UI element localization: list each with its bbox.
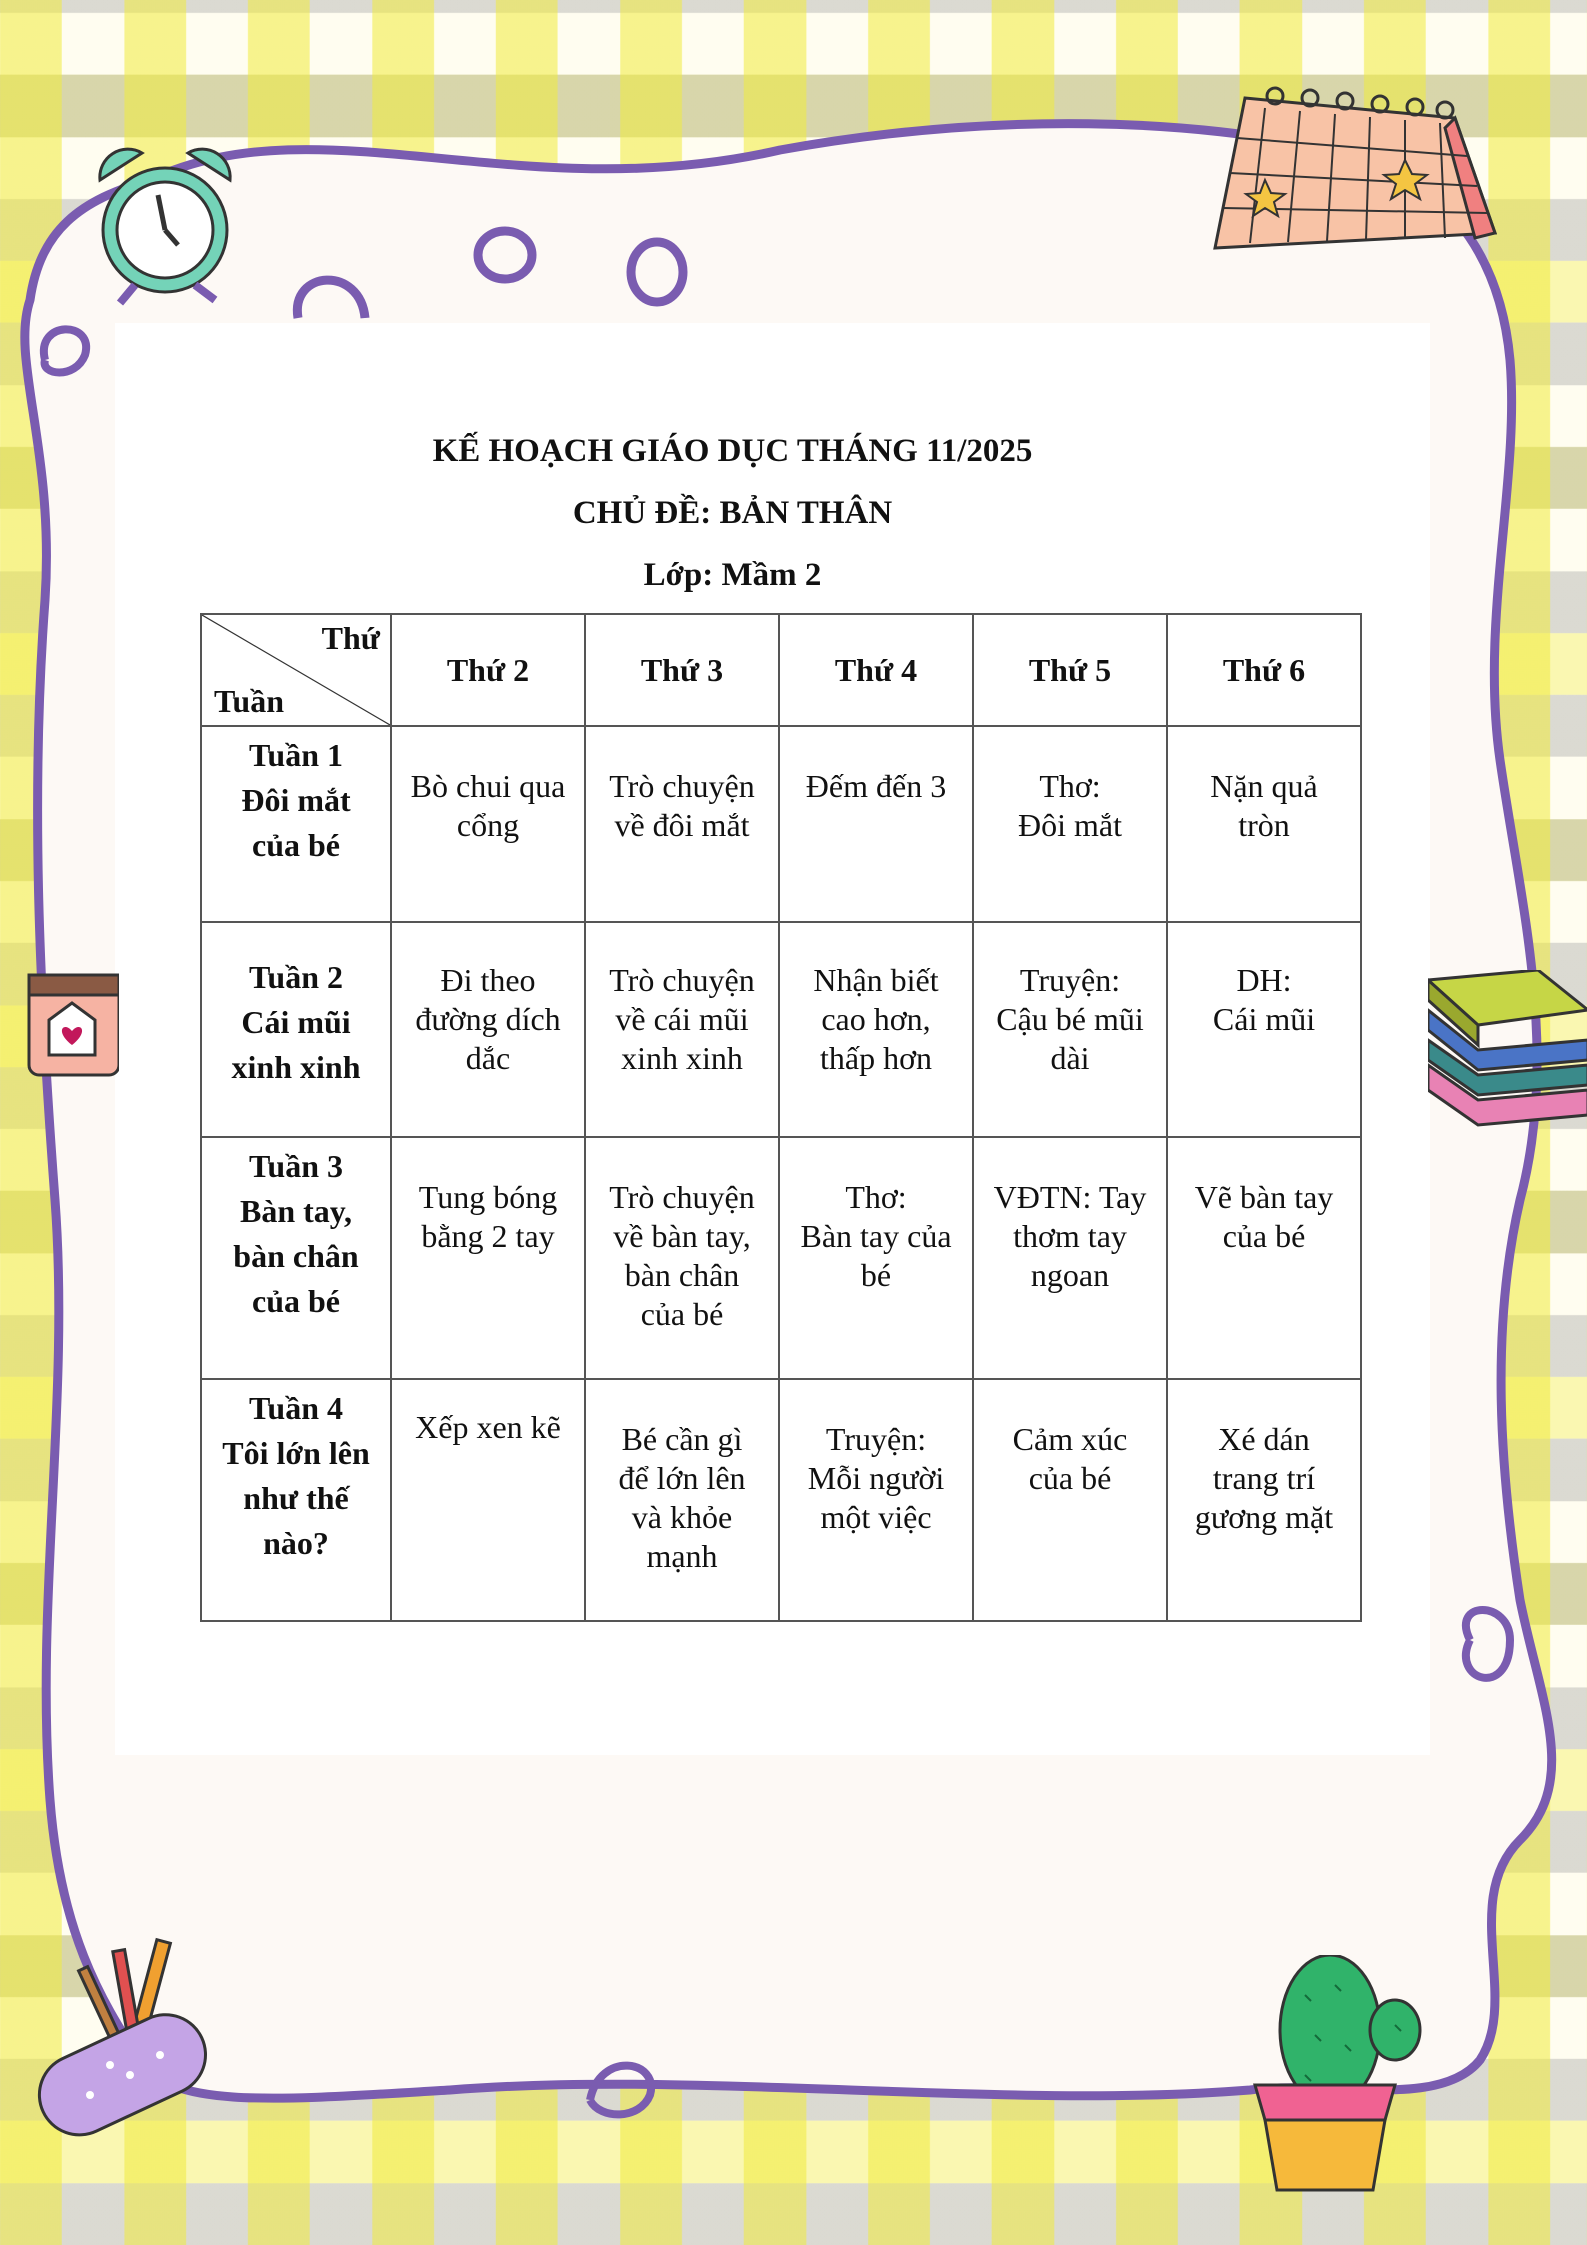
activity-cell: Cảm xúc của bé	[973, 1379, 1167, 1621]
day-header: Thứ 6	[1167, 614, 1361, 726]
day-header: Thứ 2	[391, 614, 585, 726]
table-row	[201, 922, 1361, 1137]
activity-cell: Truyện: Cậu bé mũi dài	[973, 922, 1167, 1137]
day-header: Thứ 3	[585, 614, 779, 726]
activity-cell: Thơ: Đôi mắt	[973, 726, 1167, 922]
plan-table	[200, 613, 1362, 1622]
activity-cell: Bò chui qua cổng	[391, 726, 585, 922]
activity-cell: Nhận biết cao hơn, thấp hơn	[779, 922, 973, 1137]
week-cell: Tuần 1 Đôi mắt của bé	[201, 726, 391, 922]
corner-bottom-label: Tuần	[214, 683, 284, 719]
activity-cell: Đếm đến 3	[779, 726, 973, 922]
activity-cell: Thơ: Bàn tay của bé	[779, 1137, 973, 1379]
activity-cell: Vẽ bàn tay của bé	[1167, 1137, 1361, 1379]
header	[115, 420, 1350, 606]
table-row	[201, 726, 1361, 922]
mug-icon	[24, 965, 119, 1085]
theme-title: CHỦ ĐỀ: BẢN THÂN	[572, 495, 893, 531]
corner-top-label: Thứ	[321, 620, 380, 656]
activity-cell: Xếp xen kẽ	[391, 1379, 585, 1621]
header-row	[201, 614, 1361, 726]
books-icon	[1428, 970, 1587, 1130]
activity-cell: Trò chuyện về bàn tay, bàn chân của bé	[585, 1137, 779, 1379]
week-cell: Tuần 2 Cái mũi xinh xinh	[201, 922, 391, 1137]
corner-cell	[201, 614, 391, 726]
pencil-case-icon	[30, 1935, 210, 2145]
table-row	[201, 1137, 1361, 1379]
week-cell: Tuần 4 Tôi lớn lên như thế nào?	[201, 1379, 391, 1621]
activity-cell: Tung bóng bằng 2 tay	[391, 1137, 585, 1379]
activity-cell: Truyện: Mỗi người một việc	[779, 1379, 973, 1621]
table-row	[201, 1379, 1361, 1621]
activity-cell: Trò chuyện về cái mũi xinh xinh	[585, 922, 779, 1137]
day-header: Thứ 5	[973, 614, 1167, 726]
cactus-icon	[1245, 1955, 1435, 2205]
page-title: KẾ HOẠCH GIÁO DỤC THÁNG 11/2025	[432, 433, 1033, 469]
day-header: Thứ 4	[779, 614, 973, 726]
class-label: Lớp: Mầm 2	[643, 557, 822, 593]
alarm-clock-icon	[80, 135, 250, 310]
activity-cell: Bé cần gì để lớn lên và khỏe mạnh	[585, 1379, 779, 1621]
activity-cell: Xé dán trang trí gương mặt	[1167, 1379, 1361, 1621]
activity-cell: VĐTN: Tay thơm tay ngoan	[973, 1137, 1167, 1379]
week-cell: Tuần 3 Bàn tay, bàn chân của bé	[201, 1137, 391, 1379]
activity-cell: DH: Cái mũi	[1167, 922, 1361, 1137]
calendar-icon	[1205, 78, 1505, 268]
activity-cell: Nặn quả tròn	[1167, 726, 1361, 922]
activity-cell: Đi theo đường dích dắc	[391, 922, 585, 1137]
activity-cell: Trò chuyện về đôi mắt	[585, 726, 779, 922]
